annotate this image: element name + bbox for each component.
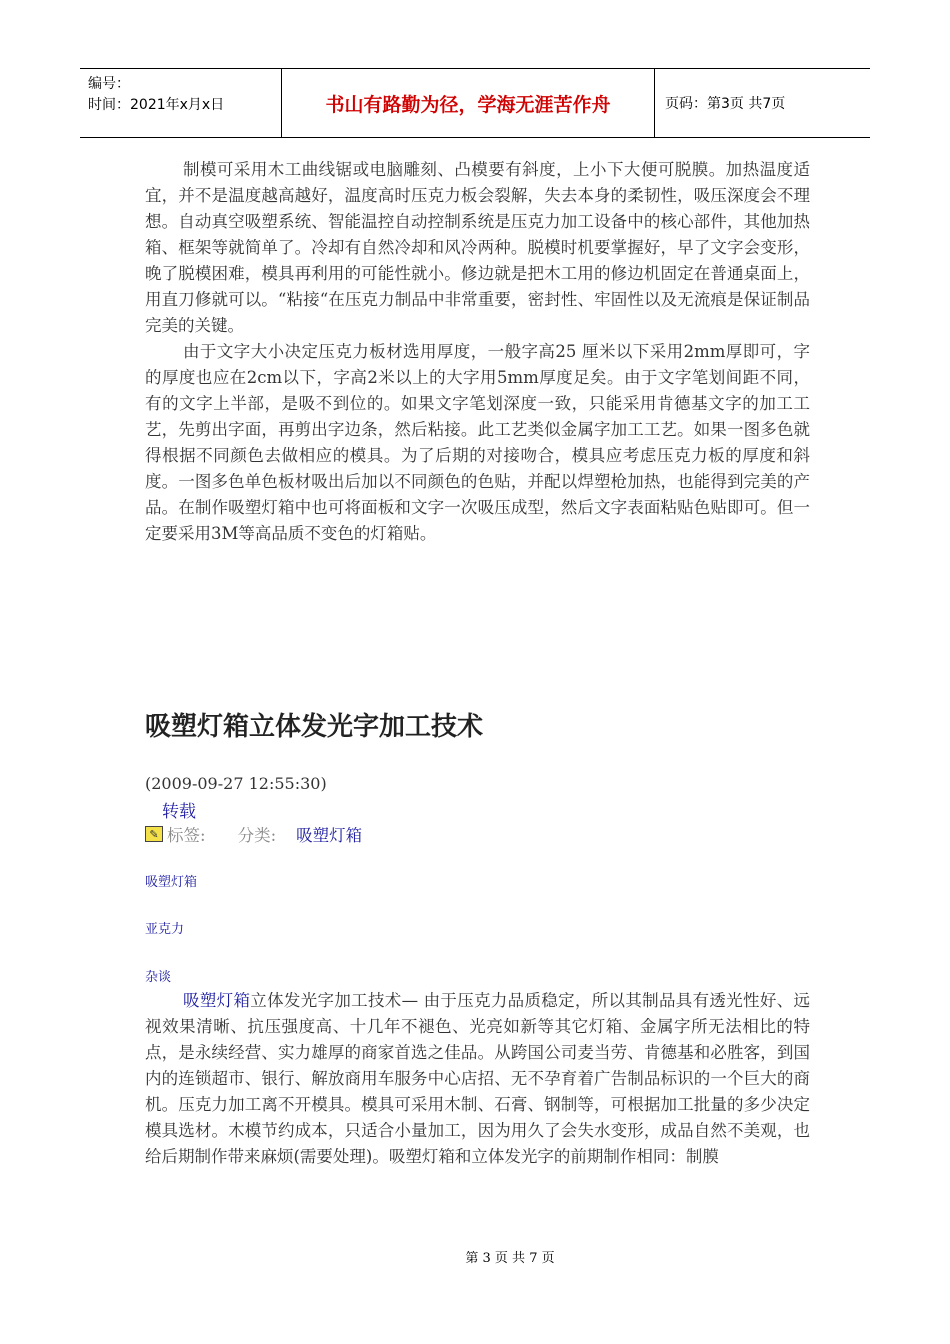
category-link[interactable]: 吸塑灯箱 — [296, 826, 363, 845]
article-body-text: 立体发光字加工技术— 由于压克力品质稳定，所以其制品具有透光性好、远视效果清晰、抗压强度高、十几年不褪色、光亮如新等其它灯箱、金属字所无法相比的特点，是永续经营、实力雄厚的商家首选之佳品。从跨国公司麦当劳、肯德基和必胜客，到国内的连锁超市、银行、解放商用车服务中心店招、无不孕育着广告制品标识的一个巨大的商机。压克力加工离不开模具。模具可采用木制、石膏、钢制等，可根据加工批量的多少决定模具选材。木模节约成本，只适合小量加工，因为用久了会失水变形，成品自然不美观，也给后期制作带来麻烦(需要处理)。吸塑灯箱和立体发光字的前期制作相同：制膜 — [145, 991, 810, 1166]
header-motto: 书山有路勤为径，学海无涯苦作舟 — [282, 69, 655, 137]
section1-body — [145, 157, 810, 547]
tag-link-acrylic[interactable]: 亚克力 — [145, 922, 185, 937]
page-header — [80, 68, 870, 138]
repost-link[interactable]: 转载 — [162, 802, 196, 822]
article-body — [145, 988, 810, 1170]
tag-icon: ✎ — [145, 826, 163, 842]
article-date: (2009-09-27 12:55:30) — [145, 774, 327, 793]
paragraph-thickness: 由于文字大小决定压克力板材选用厚度，一般字高25 厘米以下采用2mm厚即可，字的厚度也应在2cm以下，字高2米以上的大字用5mm厚度足矣。由于文字笔划间距不同，有的文字上半部，是吸不到位的。如果文字笔划深度一致，只能采用肯德基文字的加工工艺，先剪出字面，再剪出字边条，然后粘接。此工艺类似金属字加工工艺。如果一图多色就得根据不同颜色去做相应的模具。为了后期的对接吻合，模具应考虑压克力板的厚度和斜度。一图多色单色板材吸出后加以不同颜色的色贴，并配以焊塑枪加热，也能得到完美的产品。在制作吸塑灯箱中也可将面板和文字一次吸压成型，然后文字表面粘贴色贴即可。但一定要采用3M等高品质不变色的灯箱贴。 — [145, 342, 810, 543]
paragraph-molding: 制模可采用木工曲线锯或电脑雕刻、凸模要有斜度，上小下大便可脱膜。加热温度适宜，并不是温度越高越好，温度高时压克力板会裂解，失去本身的柔韧性，吸压深度会不理想。自动真空吸塑系统、智能温控自动控制系统是压克力加工设备中的核心部件，其他加热箱、框架等就简单了。冷却有自然冷却和风冷两种。脱模时机要掌握好，早了文字会变形，晚了脱模困难，模具再利用的可能性就小。修边就是把木工用的修边机固定在普通桌面上，用直刀修就可以。“粘接“在压克力制品中非常重要，密封性、牢固性以及无流痕是保证制品完美的关键。 — [145, 160, 810, 335]
lead-link[interactable]: 吸塑灯箱 — [183, 991, 251, 1010]
article-paragraph — [145, 988, 810, 1170]
tag-label: 标签: — [167, 826, 206, 845]
page-footer: 第 3 页 共 7 页 — [465, 1251, 555, 1266]
time-label: 时间：2021年x月x日 — [88, 97, 225, 113]
tag-link-xisu[interactable]: 吸塑灯箱 — [145, 875, 198, 890]
code-label: 编号： — [88, 76, 130, 92]
tag-line — [145, 822, 362, 846]
header-meta — [80, 69, 282, 137]
article-title: 吸塑灯箱立体发光字加工技术 — [145, 712, 484, 742]
category-label: 分类: — [237, 826, 277, 845]
header-page-info: 页码：第3页 共7页 — [665, 96, 786, 112]
tag-link-misc[interactable]: 杂谈 — [145, 970, 172, 985]
